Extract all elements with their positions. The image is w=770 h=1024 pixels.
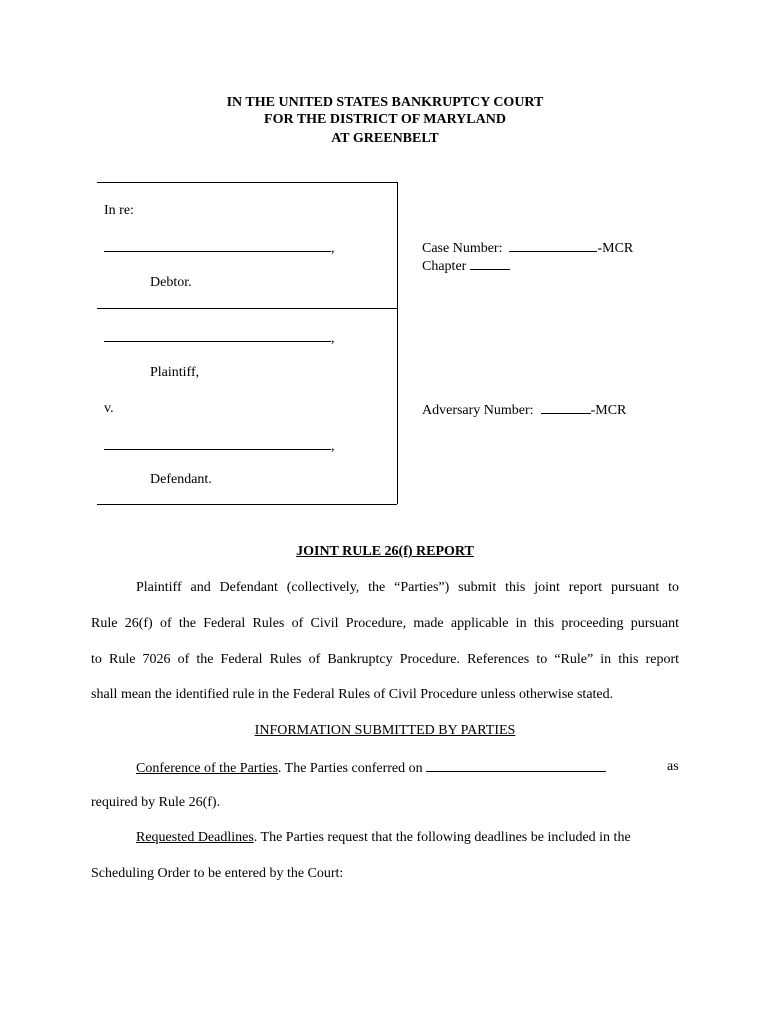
- plaintiff-label: Plaintiff,: [150, 365, 200, 380]
- intro-line-3: to Rule 7026 of the Federal Rules of Bankruptcy Procedure. References to “Rule” in this report: [91, 652, 679, 667]
- section-heading: [0, 722, 770, 739]
- debtor-name-line: [104, 238, 335, 257]
- plaintiff-name-blank: [104, 328, 331, 342]
- plaintiff-comma: ,: [331, 331, 335, 346]
- defendant-label: Defendant.: [150, 472, 212, 487]
- court-heading-line3: AT GREENBELT: [331, 131, 439, 146]
- conference-text: . The Parties conferred on: [277, 761, 423, 776]
- conference-date-blank: [426, 758, 606, 772]
- case-number-suffix: -MCR: [597, 241, 634, 256]
- debtor-name-blank: [104, 238, 331, 252]
- adversary-number-blank: [541, 400, 591, 414]
- caption-middle-rule: [97, 308, 397, 309]
- plaintiff-name-line: [104, 328, 335, 347]
- case-number-line: [422, 238, 633, 257]
- deadlines-label: Requested Deadlines: [136, 830, 254, 845]
- adversary-number-line: [422, 400, 626, 419]
- chapter-line: [422, 256, 510, 275]
- report-title: [0, 543, 770, 560]
- caption-bottom-rule: [97, 504, 397, 505]
- adversary-number-label: Adversary Number:: [422, 403, 534, 418]
- deadlines-line-1: [136, 829, 631, 846]
- intro-line-1: Plaintiff and Defendant (collectively, the “Parties”) submit this joint report pursuant to: [136, 580, 679, 595]
- chapter-blank: [470, 256, 510, 270]
- case-number-label: Case Number:: [422, 241, 503, 256]
- caption-top-rule: [97, 182, 397, 183]
- defendant-comma: ,: [331, 439, 335, 454]
- case-number-blank: [509, 238, 597, 252]
- report-title-text: JOINT RULE 26(f) REPORT: [296, 544, 474, 559]
- conference-line-1: [136, 758, 606, 777]
- debtor-comma: ,: [331, 241, 335, 256]
- adversary-number-suffix: -MCR: [590, 403, 627, 418]
- caption-right-rule: [397, 182, 398, 504]
- section-heading-text: INFORMATION SUBMITTED BY PARTIES: [254, 723, 516, 738]
- chapter-label: Chapter: [422, 259, 467, 274]
- defendant-name-blank: [104, 436, 331, 450]
- deadlines-text: . The Parties request that the following deadlines be included in the: [253, 830, 631, 845]
- court-heading-line2: FOR THE DISTRICT OF MARYLAND: [264, 112, 506, 127]
- defendant-name-line: [104, 436, 335, 455]
- in-re-label: In re:: [104, 203, 134, 218]
- intro-line-2: Rule 26(f) of the Federal Rules of Civil Procedure, made applicable in this proceeding pursuant: [91, 616, 679, 631]
- conference-label: Conference of the Parties: [136, 761, 278, 776]
- deadlines-line-2: Scheduling Order to be entered by the Court:: [91, 866, 344, 881]
- conference-as: as: [667, 759, 679, 774]
- court-heading-line1: IN THE UNITED STATES BANKRUPTCY COURT: [226, 95, 544, 110]
- debtor-label: Debtor.: [150, 275, 192, 290]
- intro-line-4: shall mean the identified rule in the Federal Rules of Civil Procedure unless otherwise stated.: [91, 687, 614, 702]
- versus-label: v.: [104, 401, 114, 416]
- conference-line-2: required by Rule 26(f).: [91, 795, 221, 810]
